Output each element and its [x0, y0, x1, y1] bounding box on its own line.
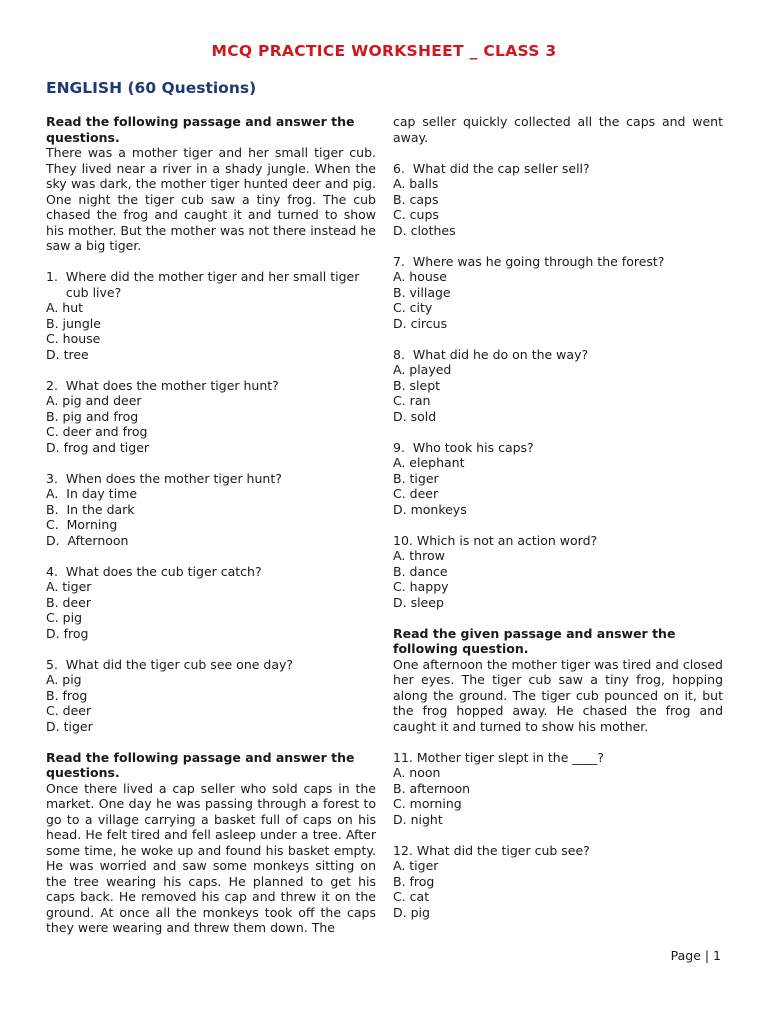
question	[393, 843, 723, 859]
answer-option: B. slept	[393, 377, 441, 393]
answer-option: B. tiger	[393, 470, 439, 486]
question-text: What did the tiger cub see?	[416, 842, 590, 858]
question-number: 6.	[393, 160, 413, 176]
answer-option: D. tree	[46, 346, 89, 362]
question-block	[393, 843, 723, 936]
question	[393, 533, 723, 549]
question-text: Who took his caps?	[412, 439, 534, 455]
answer-option: B. frog	[46, 687, 88, 703]
answer-option: C. morning	[393, 796, 462, 811]
question-number: 9.	[393, 439, 413, 455]
question-block	[393, 533, 723, 626]
answer-option: D. night	[393, 811, 443, 827]
answer-option: A. house	[393, 269, 447, 284]
question-text: What did he do on the way?	[412, 346, 589, 362]
answer-option: D. clothes	[393, 222, 456, 238]
answer-option: A. pig	[46, 672, 82, 687]
question-number: 4.	[46, 563, 66, 579]
right-column	[393, 114, 723, 936]
answer-option: C. Morning	[46, 517, 118, 532]
answer-option: A. tiger	[46, 579, 92, 594]
question-text: Mother tiger slept in the ____?	[416, 749, 605, 765]
answer-option: C. cat	[393, 889, 430, 904]
question-number: 2.	[46, 377, 66, 393]
question-number: 11.	[393, 749, 417, 765]
passage-2: Once there lived a cap seller who sold caps in the market. One day he was passing through a forest to go to a village carrying a basket full of caps on his head. He felt tired and fell asleep under a tree. After some time, he woke up and found his basket empty. He was worried and saw some monkeys sitting on the tree wearing his caps. He planned to get his caps back. He removed his cap and threw it on the ground. At once all the monkeys took off the caps they were wearing and threw them down. The	[46, 780, 376, 935]
question	[46, 564, 376, 580]
answer-option: A. In day time	[46, 486, 138, 501]
answer-option: D. monkeys	[393, 501, 467, 517]
question	[393, 161, 723, 177]
answer-option: D. circus	[393, 315, 448, 331]
question-list-right-2	[393, 750, 723, 936]
answer-option: C. deer and frog	[46, 424, 148, 439]
question-number: 3.	[46, 470, 66, 486]
answer-option: D. frog	[46, 625, 89, 641]
question-text: What does the cub tiger catch?	[65, 563, 262, 579]
answer-option: D. Afternoon	[46, 532, 129, 548]
question-number: 5.	[46, 656, 66, 672]
answer-option: C. deer	[393, 486, 439, 501]
subject-heading: ENGLISH (60 Questions)	[46, 79, 257, 97]
answer-option: B. pig and frog	[46, 408, 139, 424]
answer-option: B. village	[393, 284, 451, 300]
answer-option: B. afternoon	[393, 780, 471, 796]
answer-option: A. tiger	[393, 858, 439, 873]
page-number: Page | 1	[670, 948, 721, 963]
question-block	[46, 564, 376, 657]
question	[393, 254, 723, 270]
answer-option: C. happy	[393, 579, 449, 594]
question	[393, 347, 723, 363]
question-text: Where did the mother tiger and her small tiger cub live?	[65, 269, 360, 300]
question-list-right-1	[393, 161, 723, 626]
question-block	[46, 657, 376, 750]
answer-option: C. house	[46, 331, 101, 346]
question-block	[393, 161, 723, 254]
question-text: What does the mother tiger hunt?	[65, 377, 279, 393]
question-block	[46, 269, 376, 378]
answer-option: C. deer	[46, 703, 92, 718]
answer-option: D. frog and tiger	[46, 439, 150, 455]
question-number: 7.	[393, 253, 413, 269]
answer-option: A. played	[393, 362, 452, 377]
answer-option: B. jungle	[46, 315, 101, 331]
passage-2-continued: cap seller quickly collected all the caps and went away.	[393, 114, 723, 145]
passage-heading-1: Read the following passage and answer the questions.	[46, 114, 355, 145]
question-block	[393, 347, 723, 440]
answer-option: B. deer	[46, 594, 91, 610]
question-block	[393, 750, 723, 843]
question-list-left	[46, 269, 376, 750]
answer-option: D. sleep	[393, 594, 444, 610]
answer-option: A. throw	[393, 548, 445, 563]
question	[46, 657, 376, 673]
question	[393, 440, 723, 456]
answer-option: C. ran	[393, 393, 431, 408]
question	[393, 750, 723, 766]
question-block	[46, 471, 376, 564]
answer-option: A. pig and deer	[46, 393, 142, 408]
answer-option: D. tiger	[46, 718, 93, 734]
answer-option: C. cups	[393, 207, 439, 222]
question-number: 8.	[393, 346, 413, 362]
passage-heading-3: Read the given passage and answer the following question.	[393, 625, 676, 656]
left-column	[46, 114, 376, 936]
question-block	[393, 440, 723, 533]
answer-option: B. dance	[393, 563, 448, 579]
passage-1: There was a mother tiger and her small tiger cub. They lived near a river in a shady jungle. When the sky was dark, the mother tiger hunted deer and pig. One night the tiger cub saw a tiny frog. The cub chased the frog and caught it and turned to show his mother. But the mother was not there instead he saw a big tiger.	[46, 145, 376, 253]
passage-3: One afternoon the mother tiger was tired and closed her eyes. The tiger cub saw a tiny frog, hopping along the ground. The tiger cub pounced on it, but the frog hopped away. He chased the frog and caught it and turned to show his mother.	[393, 656, 723, 734]
answer-option: B. caps	[393, 191, 439, 207]
answer-option: C. city	[393, 300, 433, 315]
answer-option: C. pig	[46, 610, 83, 625]
question-number: 1.	[46, 269, 66, 284]
question-text: Which is not an action word?	[416, 532, 598, 548]
answer-option: A. hut	[46, 300, 84, 315]
question-text: When does the mother tiger hunt?	[65, 470, 282, 486]
answer-option: D. pig	[393, 904, 430, 920]
question-text: Where was he going through the forest?	[412, 253, 665, 269]
question	[46, 378, 376, 394]
question	[46, 269, 376, 300]
worksheet-title: MCQ PRACTICE WORKSHEET _ CLASS 3	[211, 42, 557, 60]
passage-heading-2: Read the following passage and answer the questions.	[46, 749, 355, 780]
question-text: What did the tiger cub see one day?	[65, 656, 294, 672]
answer-option: B. In the dark	[46, 501, 135, 517]
question-text: What did the cap seller sell?	[412, 160, 590, 176]
question-number: 12.	[393, 842, 417, 858]
question-number: 10.	[393, 532, 417, 548]
question	[46, 471, 376, 487]
question-block	[46, 378, 376, 471]
answer-option: B. frog	[393, 873, 435, 889]
answer-option: A. elephant	[393, 455, 465, 470]
answer-option: A. noon	[393, 765, 441, 780]
question-block	[393, 254, 723, 347]
answer-option: A. balls	[393, 176, 439, 191]
answer-option: D. sold	[393, 408, 437, 424]
